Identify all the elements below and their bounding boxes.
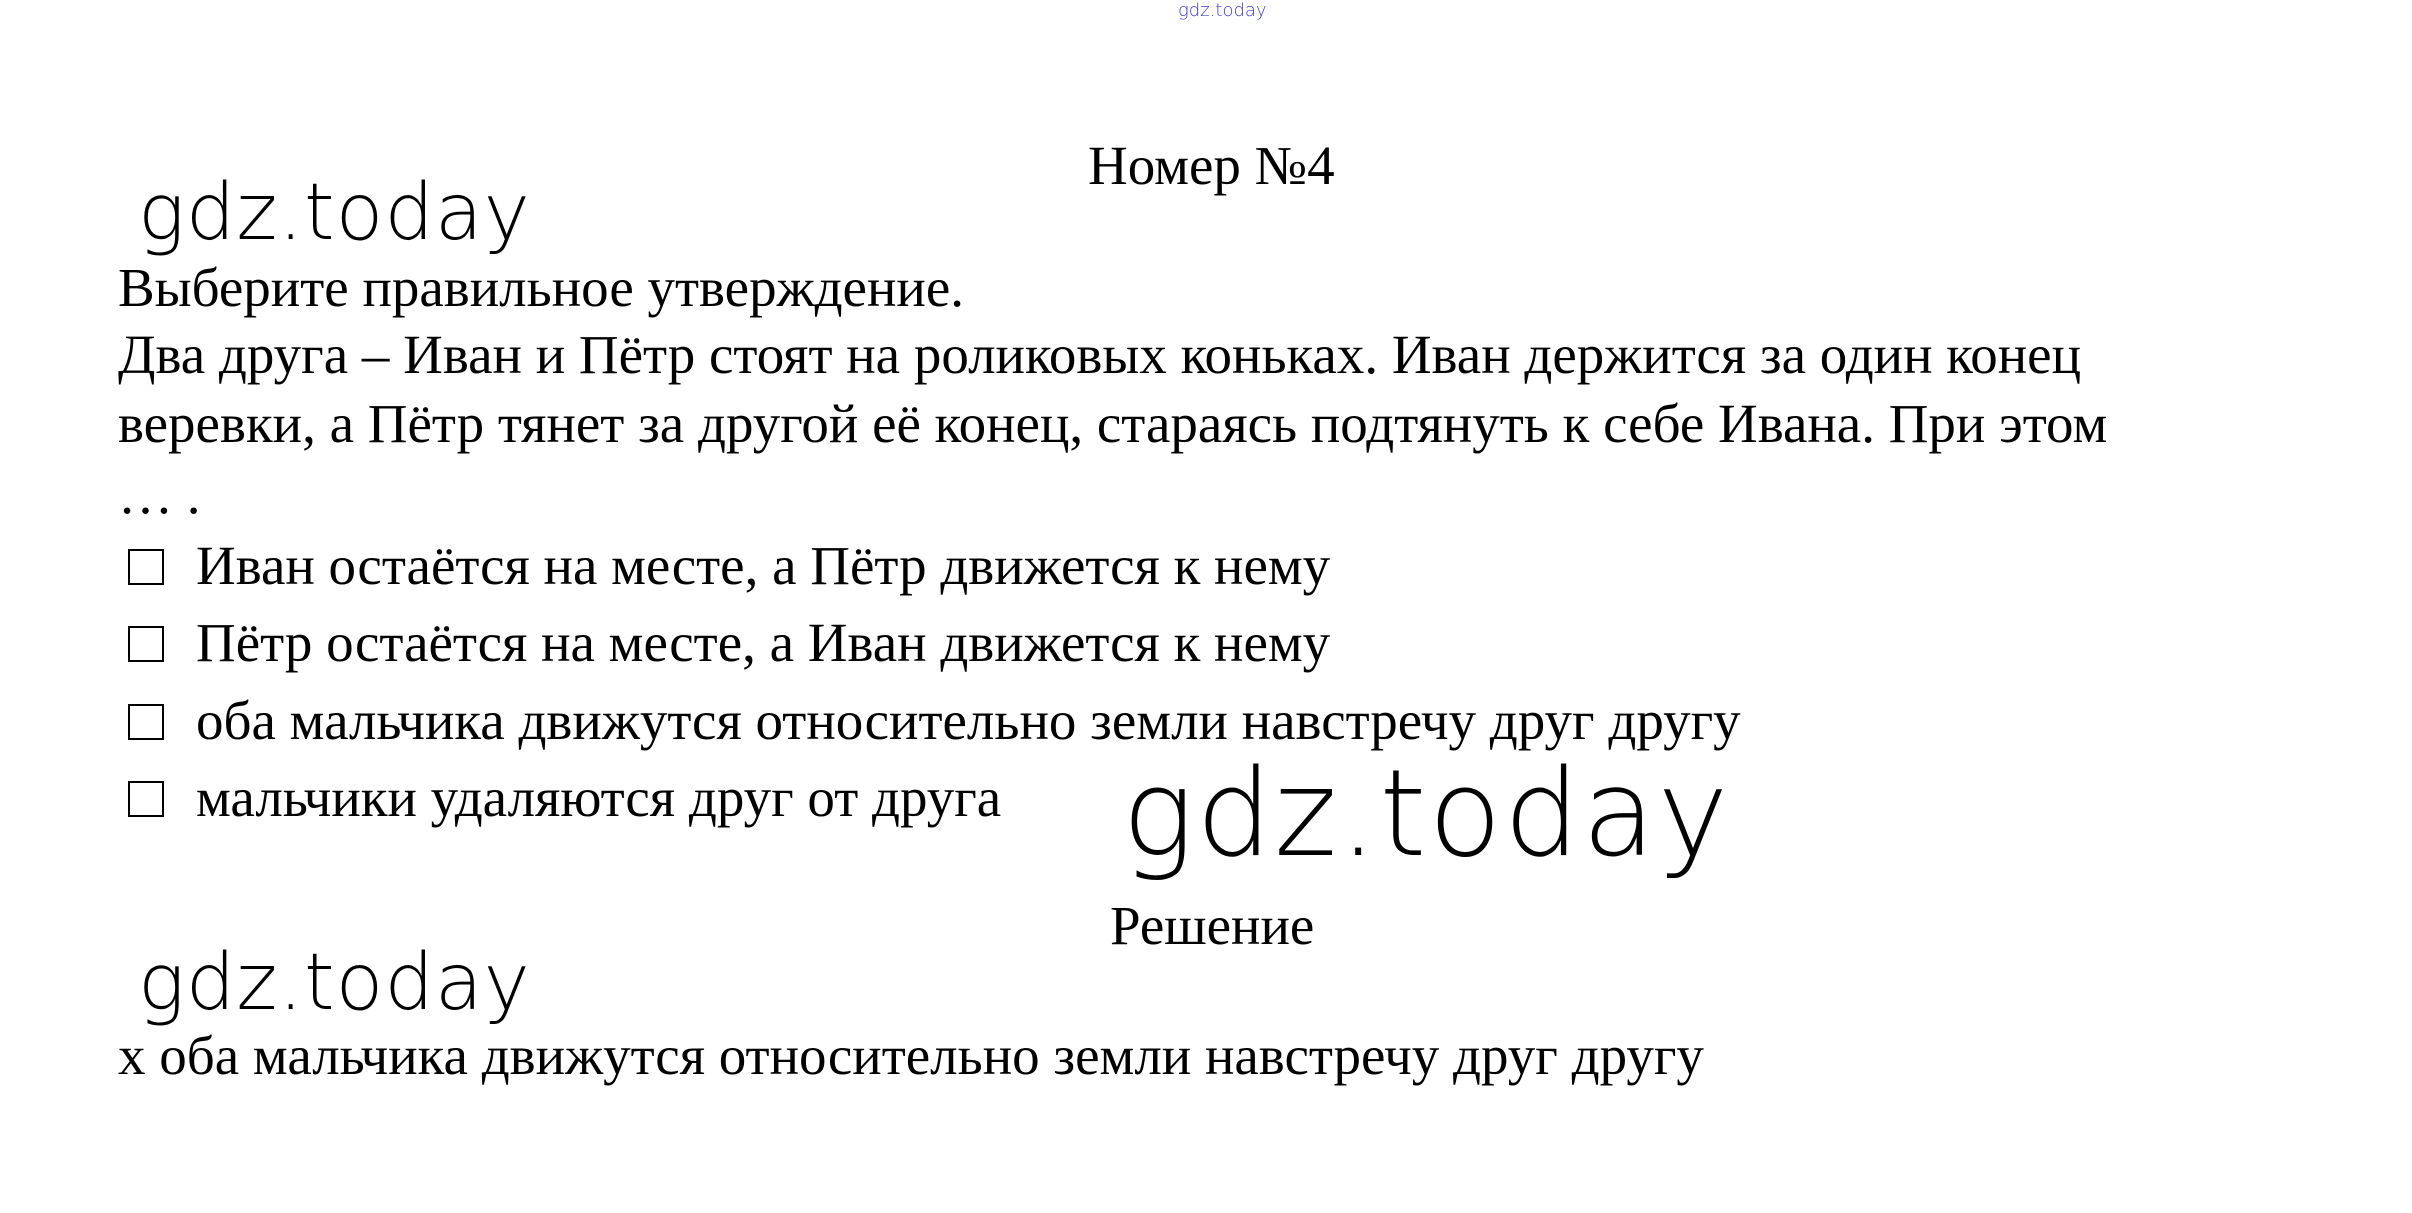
solution-answer: х оба мальчика движутся относительно земли навстречу друг другу xyxy=(118,1025,1704,1086)
watermark-large: gdz.today xyxy=(1122,745,1731,884)
checkbox-icon[interactable] xyxy=(128,626,164,662)
option-2[interactable] xyxy=(128,612,1331,673)
option-3[interactable] xyxy=(128,690,1741,751)
option-4-label: мальчики удаляются друг от друга xyxy=(196,767,1002,828)
problem-line-1: Два друга – Иван и Пётр стоят на роликовых коньках. Иван держится за один конец xyxy=(118,324,2082,385)
checkbox-icon[interactable] xyxy=(128,704,164,740)
checkbox-icon[interactable] xyxy=(128,781,164,817)
instruction-text: Выберите правильное утверждение. xyxy=(118,257,965,318)
problem-line-3: … . xyxy=(118,464,201,525)
solution-title: Решение xyxy=(1110,895,1315,956)
problem-line-2: веревки, а Пётр тянет за другой её конец, стараясь подтянуть к себе Ивана. При этом xyxy=(118,393,2108,454)
option-3-label: оба мальчика движутся относительно земли навстречу друг другу xyxy=(196,690,1741,751)
option-1-label: Иван остаётся на месте, а Пётр движется к нему xyxy=(196,535,1331,596)
checkbox-icon[interactable] xyxy=(128,549,164,585)
option-1[interactable] xyxy=(128,535,1331,596)
option-4[interactable] xyxy=(128,767,1002,828)
watermark-2: gdz.today xyxy=(138,938,531,1028)
option-2-label: Пётр остаётся на месте, а Иван движется к нему xyxy=(196,612,1331,673)
watermark-1: gdz.today xyxy=(138,168,531,258)
problem-title: Номер №4 xyxy=(1088,135,1335,196)
watermark-top: gdz.today xyxy=(1178,0,1267,21)
